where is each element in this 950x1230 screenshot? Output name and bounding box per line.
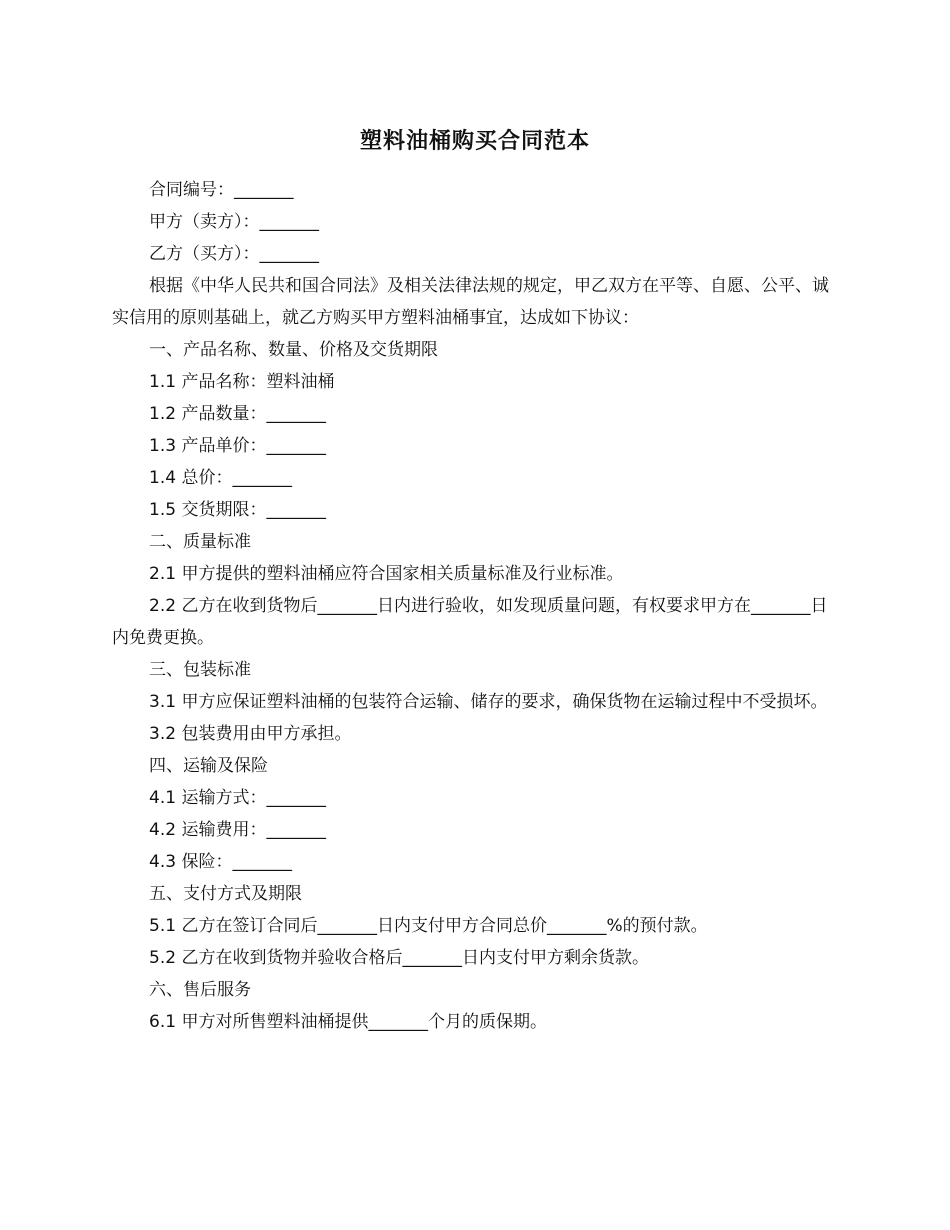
clause-3-1: 3.1 甲方应保证塑料油桶的包装符合运输、储存的要求，确保货物在运输过程中不受损坏。	[149, 692, 828, 712]
clause-1-3: 1.3 产品单价：_______	[149, 436, 326, 456]
clause-3-2: 3.2 包装费用由甲方承担。	[149, 724, 352, 744]
section-heading-5: 五、支付方式及期限	[149, 884, 302, 904]
clause-1-5: 1.5 交货期限：_______	[149, 500, 326, 520]
section-heading-6: 六、售后服务	[149, 980, 251, 1000]
section-heading-4: 四、运输及保险	[149, 756, 268, 776]
paragraph-contract-number: 合同编号：_______	[149, 180, 294, 200]
clause-4-2: 4.2 运输费用：_______	[149, 820, 326, 840]
section-heading-1: 一、产品名称、数量、价格及交货期限	[149, 340, 438, 360]
clause-1-2: 1.2 产品数量：_______	[149, 404, 326, 424]
clause-2-2: 2.2 乙方在收到货物后_______日内进行验收，如发现质量问题，有权要求甲方在_______日内免费更换。	[112, 596, 828, 648]
paragraph-preamble: 根据《中华人民共和国合同法》及相关法律法规的规定，甲乙双方在平等、自愿、公平、诚实信用的原则基础上，就乙方购买甲方塑料油桶事宜，达成如下协议：	[112, 276, 829, 328]
section-heading-2: 二、质量标准	[149, 532, 251, 552]
clause-6-1: 6.1 甲方对所售塑料油桶提供_______个月的质保期。	[149, 1012, 547, 1032]
clause-1-1: 1.1 产品名称：塑料油桶	[149, 372, 335, 392]
clause-2-1: 2.1 甲方提供的塑料油桶应符合国家相关质量标准及行业标准。	[149, 564, 624, 584]
clause-5-2: 5.2 乙方在收到货物并验收合格后_______日内支付甲方剩余货款。	[149, 948, 649, 968]
clause-4-3: 4.3 保险：_______	[149, 852, 292, 872]
paragraph-party-a: 甲方（卖方）：_______	[149, 212, 319, 232]
paragraph-party-b: 乙方（买方）：_______	[149, 244, 319, 264]
clause-4-1: 4.1 运输方式：_______	[149, 788, 326, 808]
clause-1-4: 1.4 总价：_______	[149, 468, 292, 488]
section-heading-3: 三、包装标准	[149, 660, 251, 680]
document-body	[112, 174, 842, 1038]
document-title: 塑料油桶购买合同范本	[359, 129, 590, 154]
clause-5-1: 5.1 乙方在签订合同后_______日内支付甲方合同总价_______%的预付款。	[149, 916, 708, 936]
